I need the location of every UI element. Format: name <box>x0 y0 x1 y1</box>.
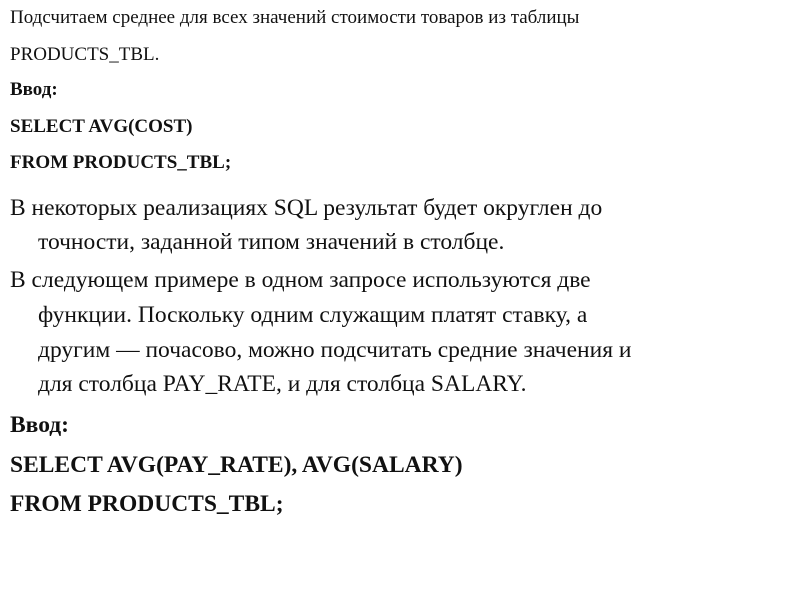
intro-line-2: PRODUCTS_TBL. <box>10 44 160 65</box>
paragraph-line: В некоторых реализациях SQL результат будет округлен до <box>10 195 603 221</box>
code-line: SELECT AVG(PAY_RATE), AVG(SALARY) <box>10 452 463 478</box>
code-line: FROM PRODUCTS_TBL; <box>10 152 232 173</box>
code-line: FROM PRODUCTS_TBL; <box>10 491 284 517</box>
paragraph-line: для столбца PAY_RATE, и для столбца SALARY. <box>38 371 527 397</box>
intro-line-1: Подсчитаем среднее для всех значений стоимости товаров из таблицы <box>10 7 580 28</box>
paragraph-line: точности, заданной типом значений в столбце. <box>38 229 505 255</box>
code-line: SELECT AVG(COST) <box>10 116 193 137</box>
paragraph-line: В следующем примере в одном запросе используются две <box>10 267 591 293</box>
paragraph-line: другим — почасово, можно подсчитать средние значения и <box>38 337 632 363</box>
input-label: Ввод: <box>10 79 58 100</box>
input-label: Ввод: <box>10 412 69 438</box>
paragraph-line: функции. Поскольку одним служащим платят ставку, а <box>38 302 588 328</box>
